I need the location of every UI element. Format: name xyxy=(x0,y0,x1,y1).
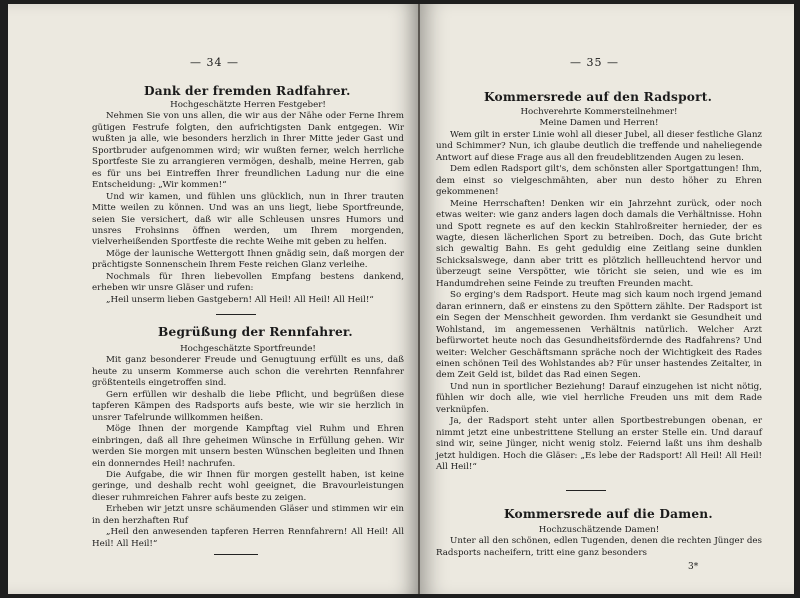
paragraph: So erging's dem Radsport. Heute mag sich kaum noch irgend jemand daran erinnern, daß er einstens zu den Spöttern zählte. Der Radsport ist ein Segen der Menschheit geworden. Ihm verdankt sie Gesundheit und Wohlstand, im angemessenen Verhältnis natürlich. Welcher Arzt befürwortet heute noch das Gesundheitsfördernde des Radfahrens? Und weiter: Welcher Geschäftsmann spräche noch der Wichtigkeit des Rades einen schönen Teil des Wohlstandes ab? Für unser hastendes Zeitalter, in dem Zeit Geld ist, bildet das Rad einen Segen. xyxy=(436,290,762,381)
paragraph: Möge Ihnen der morgende Kampftag viel Ruhm und Ehren einbringen, daß all Ihre geheimen Wünsche in Erfüllung gehen. Wir werden Sie morgen mit unsern besten Wünschen begleiten und Ihnen ein donnerndes Heil! nachrufen. xyxy=(92,424,404,469)
divider xyxy=(214,554,258,555)
salutation: Hochverehrte Kommersteilnehmer! xyxy=(520,107,678,117)
paragraph: Meine Herrschaften! Denken wir ein Jahrzehnt zurück, oder noch etwas weiter: wie ganz anders lagen doch damals die Verhältnisse. Hohn und Spott regnete es auf den keckin Stahlroßreiter hernieder, der es wagte, diesen lächerlichen Sport zu betreiben. Doch, das Gute bricht sich gewaltig Bahn. Es geht geduldig eine Zeitlang seine dunklen Schicksalswege, dann aber tritt es plötzlich hellleuchtend hervor und überzeugt seine Verspötter, wie töricht sie seien, und wie es im Handumdrehen seine Feinde zu treuften Freunden macht. xyxy=(436,198,762,289)
paragraph: Nehmen Sie von uns allen, die wir aus der Nähe oder Ferne Ihrem gütigen Festrufe folgten, den aufrichtigsten Dank entgegen. Wir wußten ja alle, wie besonders herzlich in Ihrer Mitte jeder Gast und Sportbruder aufgenommen wird; wir wußten ferner, welch herrliche Sportfeste Sie zu arrangieren vermögen, deshalb, meine Herren, gab es für uns bei Eintreffen Ihrer freundlichen Ladung nur die eine Entscheidung: „Wir kommen!“ xyxy=(92,111,404,191)
page-number-left: — 34 — xyxy=(190,56,239,69)
heading-dank: Dank der fremden Radfahrer. xyxy=(144,84,351,98)
right-page xyxy=(420,4,794,594)
heading-radsport: Kommersrede auf den Radsport. xyxy=(484,90,713,104)
paragraph: Erheben wir jetzt unsre schäumenden Gläser und stimmen wir ein in den herzhaften Ruf xyxy=(92,504,404,526)
paragraph: Wem gilt in erster Linie wohl all dieser Jubel, all dieser festliche Glanz und Schimmer? Nun, ich glaube deutlich die treffende und naheliegende Antwort auf diese Frage aus all den freudeblitzenden Augen zu lesen. xyxy=(436,129,762,163)
salutation: Hochzuschätzende Damen! xyxy=(538,525,660,535)
signature-mark: 3* xyxy=(688,562,699,572)
paragraph: Ja, der Radsport steht unter allen Sportbestrebungen obenan, er nimmt jetzt eine unbestrittene Stellung an erster Stelle ein. Und darauf sind wir, seine Jünger, nicht wenig stolz. Feiernd laßt uns ihm deshalb jetzt huldigen. Hoch die Gläser: „Es lebe der Radsport! All Heil! All Heil! All Heil!“ xyxy=(436,416,762,473)
section-radsport-text xyxy=(436,107,762,474)
section-damen-text xyxy=(436,525,762,559)
divider xyxy=(216,314,256,315)
paragraph: Die Aufgabe, die wir Ihnen für morgen gestellt haben, ist keine geringe, und deshalb recht wohl geeignet, die Bravourleistungen dieser ruhmreichen Fahrer aufs beste zu zeigen. xyxy=(92,469,404,503)
left-page xyxy=(8,4,420,594)
page-number-right: — 35 — xyxy=(570,56,619,69)
salutation: Meine Damen und Herren! xyxy=(539,118,659,129)
toast: „Heil den anwesenden tapferen Herren Rennfahrern! All Heil! All Heil! All Heil!“ xyxy=(92,527,404,549)
toast: „Heil unserm lieben Gastgebern! All Heil! All Heil! All Heil!“ xyxy=(106,294,374,305)
paragraph: Gern erfüllen wir deshalb die liebe Pflicht, und begrüßen diese tapferen Kämpen des Radsports aufs beste, wie wir sie herzlich in unsrer Tafelrunde willkommen heißen. xyxy=(92,389,404,423)
salutation: Hochgeschätzte Sportfreunde! xyxy=(180,344,316,354)
paragraph: Unter all den schönen, edlen Tugenden, denen die rechten Jünger des Radsports nacheifern, tritt eine ganz besonders xyxy=(436,536,762,558)
section-dank-text xyxy=(92,100,404,306)
divider xyxy=(566,490,606,491)
paragraph: Dem edlen Radsport gilt's, dem schönsten aller Sportgattungen! Ihm, dem einst so vielgeschmähten, aber nun desto höher zu Ehren gekommenen! xyxy=(436,164,762,198)
heading-begruessung: Begrüßung der Rennfahrer. xyxy=(158,325,353,339)
paragraph: Mit ganz besonderer Freude und Genugtuung erfüllt es uns, daß heute zu unserm Kommerse auch schon die verehrten Rennfahrer größtenteils eingetroffen sind. xyxy=(92,355,404,389)
paragraph: Möge der launische Wettergott Ihnen gnädig sein, daß morgen der prächtigste Sonnenschein Ihrem Feste reichen Glanz verleihe. xyxy=(92,248,404,271)
heading-damen: Kommersrede auf die Damen. xyxy=(504,507,713,521)
paragraph: Nochmals für Ihren liebevollen Empfang bestens dankend, erheben wir unsre Gläser und rufen: xyxy=(92,271,404,294)
paragraph: Und wir kamen, und fühlen uns glücklich, nun in Ihrer trauten Mitte weilen zu können. Und was an uns liegt, liebe Sportfreunde, seien Sie versichert, daß wir alle Schleusen unsres Humors und unsres Frohsinns öffnen werden, um Ihrem morgenden, vielverheißenden Sportfeste die rechte Weihe mit geben zu helfen. xyxy=(92,191,404,248)
section-begruessung-text xyxy=(92,344,404,550)
salutation: Hochgeschätzte Herren Festgeber! xyxy=(170,100,326,110)
paragraph: Und nun in sportlicher Beziehung! Darauf einzugehen ist nicht nötig, fühlen wir doch alle, wie viel herrliche Freuden uns mit dem Rade verknüpfen. xyxy=(436,381,762,415)
